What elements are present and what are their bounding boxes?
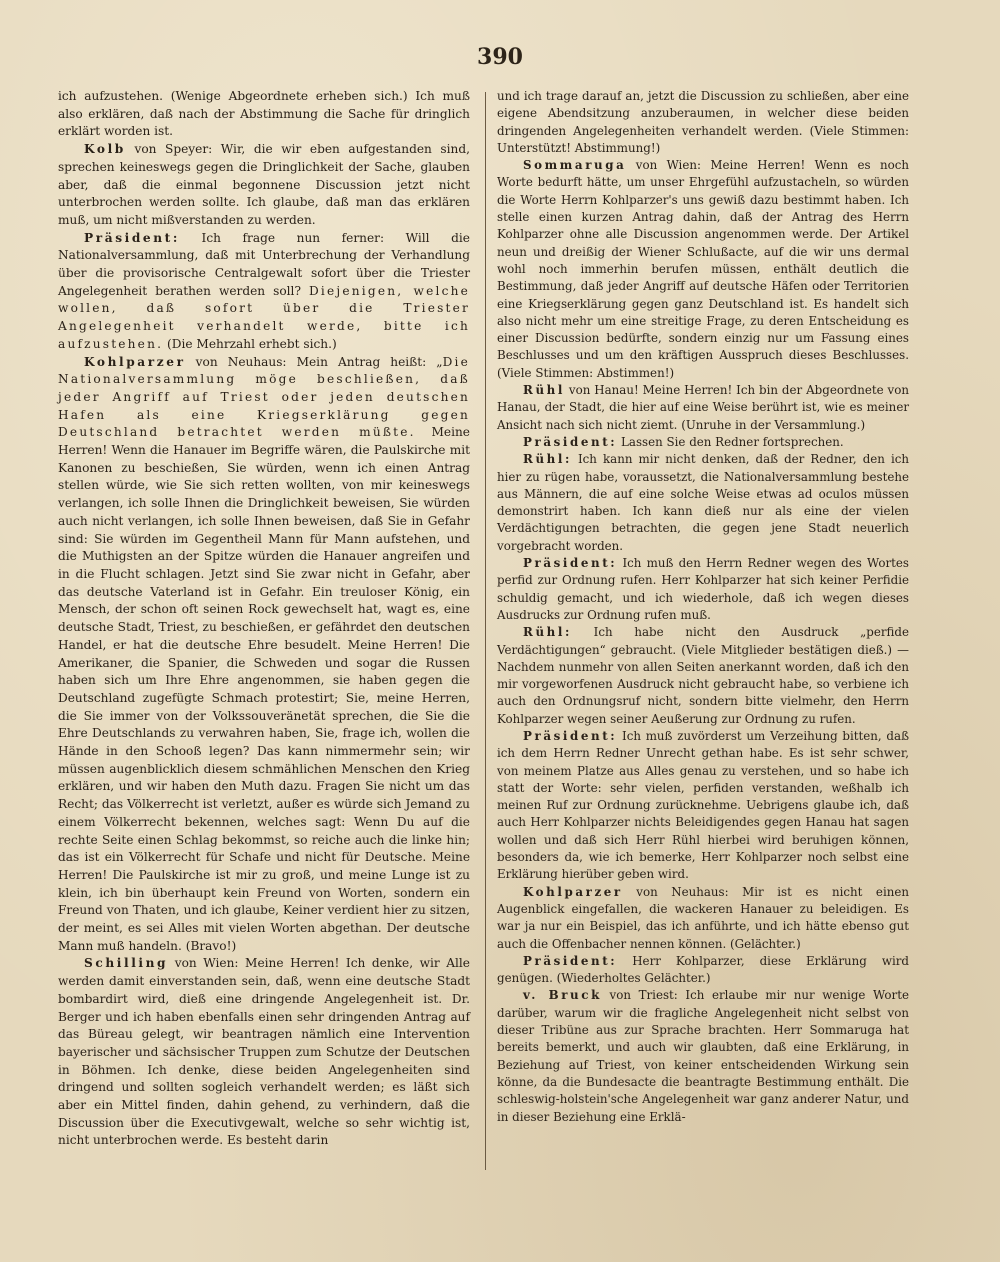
speaker-name: Kolb	[84, 142, 126, 157]
speaker-name: Kohlparzer	[84, 354, 186, 369]
column-divider	[485, 92, 486, 1170]
right-column	[497, 88, 909, 1126]
paragraph	[58, 141, 470, 230]
paragraph	[58, 88, 470, 141]
paragraph	[497, 953, 909, 988]
speaker-name: Sommaruga	[523, 158, 627, 173]
paragraph	[497, 382, 909, 434]
paragraph-text: (Die Mehrzahl erhebt sich.)	[163, 336, 337, 351]
paragraph-text: von Wien: Meine Herren! Ich denke, wir Alle werden damit einverstanden sein, daß, wenn eine deutsche Stadt bombardirt wird, dieß eine dringende Angelegenheit ist. Dr. Berger und ich haben ebenfalls einen sehr dringenden Antrag auf das Büreau gelegt, wir beantragen nämlich eine Intervention bayerischer und sächsischer Truppen zum Schutze der Deutschen in Böhmen. Ich denke, diese beiden Angelegenheiten sind dringend und sollten sogleich verhandelt werden; es läßt sich aber ein Mittel finden, dahin gehend, zu verhindern, daß die Discussion über die Executivgewalt, welche so sehr wichtig ist, nicht unterbrochen werde. Es besteht darin	[58, 956, 470, 1148]
emphasized-text: Die Nationalversammlung möge beschließen, daß jeder Angriff auf Triest oder jeden deutschen Hafen als eine Kriegserklärung gegen Deutschland betrachtet werden müßte.	[58, 354, 470, 440]
paragraph-text: Lassen Sie den Redner fortsprechen.	[617, 434, 844, 449]
paragraph	[497, 555, 909, 624]
paragraph-text: von Wien: Meine Herren! Wenn es noch Worte bedurft hätte, um unser Ehrgefühl aufzustacheln, so würden die Worte Herrn Kohlparzer's uns gewiß dazu bestimmt haben. Ich stelle einen kurzen Antrag dahin, daß der Antrag des Herrn Kohlparzer ohne alle Discussion angenommen werde. Der Artikel neun und dreißig der Wiener Schlußacte, auf die wir uns dermal wohl noch immerhin berufen müssen, enthält deutlich die Bestimmung, daß jeder Angriff auf deutsche Häfen oder Territorien eine Kriegserklärung gegen ganz Deutschland ist. Es handelt sich also nicht mehr um eine streitige Frage, zu deren Entscheidung es einer Discussion bedürfte, sondern einzig nur um Fassung eines Beschlusses und um den kräftigen Ausspruch dieses Beschlusses. (Viele Stimmen: Abstimmen!)	[497, 158, 909, 380]
paragraph	[58, 354, 470, 956]
speaker-name: Präsident:	[523, 434, 618, 449]
paragraph-text: von Hanau! Meine Herren! Ich bin der Abgeordnete von Hanau, der Stadt, die hier auf eine Weise berührt ist, wie es meiner Ansicht nach sich nicht ziemt. (Unruhe in der Versammlung.)	[497, 383, 909, 432]
paragraph	[497, 987, 909, 1125]
speaker-name: v. Bruck	[523, 988, 602, 1003]
paragraph-text: von Neuhaus: Mein Antrag heißt: „	[185, 354, 443, 369]
paragraph-text: von Triest: Ich erlaube mir nur wenige Worte darüber, warum wir die fragliche Angelegenheit nicht selbst von dieser Tribüne aus zur Sprache brachten. Herr Sommaruga hat bereits bemerkt, und auch wir glaubten, daß eine Erklärung, in Beziehung auf Triest, von keiner entscheidenden Wirkung sein könne, da die Bundesacte die beantragte Bestimmung enthält. Die schleswig-holstein'sche Angelegenheit war ganz anderer Natur, und in dieser Beziehung eine Erklä-	[497, 988, 909, 1124]
paragraph-text: von Neuhaus: Mir ist es nicht einen Augenblick eingefallen, die wackeren Hanauer zu beleidigen. Es war ja nur ein Beispiel, das ich anführte, und ich hätte ebenso gut auch die Offenbacher nennen können. (Gelächter.)	[497, 884, 909, 951]
paragraph-text: Ich habe nicht den Ausdruck „perfide Verdächtigungen“ gebraucht. (Viele Mitglieder bestätigen dieß.) — Nachdem nunmehr von allen Seiten anerkannt worden, daß ich den mir vorgeworfenen Ausdruck nicht gebraucht habe, so verbiene ich auch den Ordnungsruf nicht, sondern bitte vielmehr, den Herrn Kohlparzer wegen seiner Aeußerung zur Ordnung zu rufen.	[497, 625, 909, 726]
speaker-name: Präsident:	[523, 728, 618, 743]
left-column	[58, 88, 470, 1150]
paragraph-text: und ich trage darauf an, jetzt die Discussion zu schließen, aber eine eigene Abendsitzung anzuberaumen, in welcher diese beiden dringenden Angelegenheiten verhandelt werden. (Viele Stimmen: Unterstützt! Abstimmung!)	[497, 89, 909, 155]
paragraph	[497, 728, 909, 884]
speaker-name: Präsident:	[84, 230, 180, 245]
paragraph-text: Ich frage nun ferner: Will die Nationalversammlung, daß mit Unterbrechung der Verhandlung über die provisorische Centralgewalt sofort über die Triester Angelegenheit berathen werden soll?	[58, 230, 470, 298]
paragraph-text: Ich muß den Herrn Redner wegen des Wortes perfid zur Ordnung rufen. Herr Kohlparzer hat sich keiner Perfidie schuldig gemacht, und ich wiederhole, daß ich wegen dieses Ausdrucks zur Ordnung rufen muß.	[497, 556, 909, 622]
paragraph	[497, 157, 909, 382]
paragraph	[497, 624, 909, 728]
speaker-name: Kohlparzer	[523, 884, 623, 899]
page-number: 390	[477, 44, 523, 70]
speaker-name: Schilling	[84, 956, 169, 971]
paragraph	[497, 884, 909, 953]
speaker-name: Präsident:	[523, 556, 618, 571]
paragraph-text: Herr Kohlparzer, diese Erklärung wird genügen. (Wiederholtes Gelächter.)	[497, 953, 909, 986]
paragraph	[497, 88, 909, 157]
speaker-name: Präsident:	[523, 953, 618, 968]
paragraph-text: von Speyer: Wir, die wir eben aufgestanden sind, sprechen keineswegs gegen die Dringlichkeit der Sache, glauben aber, daß die einmal begonnene Discussion jetzt nicht unterbrochen werden sollte. Ich glaube, daß man das erklären muß, um nicht mißverstanden zu werden.	[58, 142, 470, 227]
paragraph	[58, 230, 470, 354]
paragraph-text: Ich kann mir nicht denken, daß der Redner, den ich hier zu rügen habe, voraussetzt, die Nationalversammlung bestehe aus Männern, die auf eine solche Weise etwas ad oculos müssen demonstrirt haben. Ich kann dieß nur als eine der vielen Verdächtigungen betrachten, die gegen jene Stadt neuerlich vorgebracht worden.	[497, 452, 909, 553]
paragraph-text: ich aufzustehen. (Wenige Abgeordnete erheben sich.) Ich muß also erklären, daß nach der Abstimmung die Sache für dringlich erklärt worden ist.	[58, 89, 470, 139]
paragraph-text: Meine Herren! Wenn die Hanauer im Begriffe wären, die Paulskirche mit Kanonen zu beschießen, Sie würden, wenn ich einen Antrag stellen würde, wie Sie sich retten wollten, von mir keineswegs verlangen, ich solle Ihnen die Dringlichkeit beweisen, Sie würden auch nicht verlangen, ich solle Ihnen beweisen, daß Sie in Gefahr sind: Sie würden im Gegentheil Mann für Mann aufstehen, und die Muthigsten an der Spitze würden die Hanauer angreifen und in die Flucht schlagen. Jetzt sind Sie zwar nicht in Gefahr, aber das deutsche Vaterland ist in Gefahr. Ein treuloser König, ein Mensch, der schon oft seinen Rock gewechselt hat, wagt es, eine deutsche Stadt, Triest, zu beschießen, er gefährdet den deutschen Handel, er hat die deutsche Ehre besudelt. Meine Herren! Die Amerikaner, die Spanier, die Schweden und sogar die Russen haben sich um Ihre Ehre angenommen, sie haben gegen die Deutschland zugefügte Schmach protestirt; Sie, meine Herren, die Sie immer von der Volkssouveränetät sprechen, die Sie die Ehre Deutschlands zu verwahren haben, Sie, frage ich, wollen die Hände in den Schooß legen? Das kann nimmermehr sein; wir müssen augenblicklich diesem schmählichen Menschen den Krieg erklären, und wir haben den Muth dazu. Fragen Sie nicht um das Recht; das Völkerrecht ist verletzt, außer es würde sich Jemand zu einem Völkerrecht bekennen, welches sagt: Wenn Du auf die rechte Seite einen Schlag bekommst, so reiche auch die linke hin; das ist ein Völkerrecht für Schafe und nicht für Deutsche. Meine Herren! Die Paulskirche ist mir zu groß, und meine Lunge ist zu klein, ich bin überhaupt kein Freund von Worten, sondern ein Freund von Thaten, und ich glaube, Keiner verdient hier zu sitzen, der meint, es sei Alles mit vielen Worten abgethan. Der deutsche Mann muß handeln. (Bravo!)	[58, 425, 470, 953]
speaker-name: Rühl	[523, 383, 565, 398]
emphasized-text: Diejenigen, welche wollen, daß sofort über die Triester Angelegenheit verhandelt werde, bitte ich aufzustehen.	[58, 283, 470, 351]
paragraph-text: Ich muß zuvörderst um Verzeihung bitten, daß ich dem Herrn Redner Unrecht gethan habe. Es ist sehr schwer, von meinem Platze aus Alles genau zu verstehen, und so habe ich statt der Worte: sehr vielen, perfiden verstanden, weßhalb ich meinen Ruf zur Ordnung zurücknehme. Uebrigens glaube ich, daß auch Herr Kohlparzer nichts Beleidigendes gegen Hanau hat sagen wollen und daß sich Herr Rühl hierbei wird beruhigen können, besonders da, wie ich bemerke, Herr Kohlparzer noch selbst eine Erklärung hierüber geben wird.	[497, 728, 909, 882]
paragraph	[58, 955, 470, 1150]
paragraph	[497, 451, 909, 555]
speaker-name: Rühl:	[523, 625, 572, 640]
speaker-name: Rühl:	[523, 452, 572, 467]
paragraph	[497, 434, 909, 451]
